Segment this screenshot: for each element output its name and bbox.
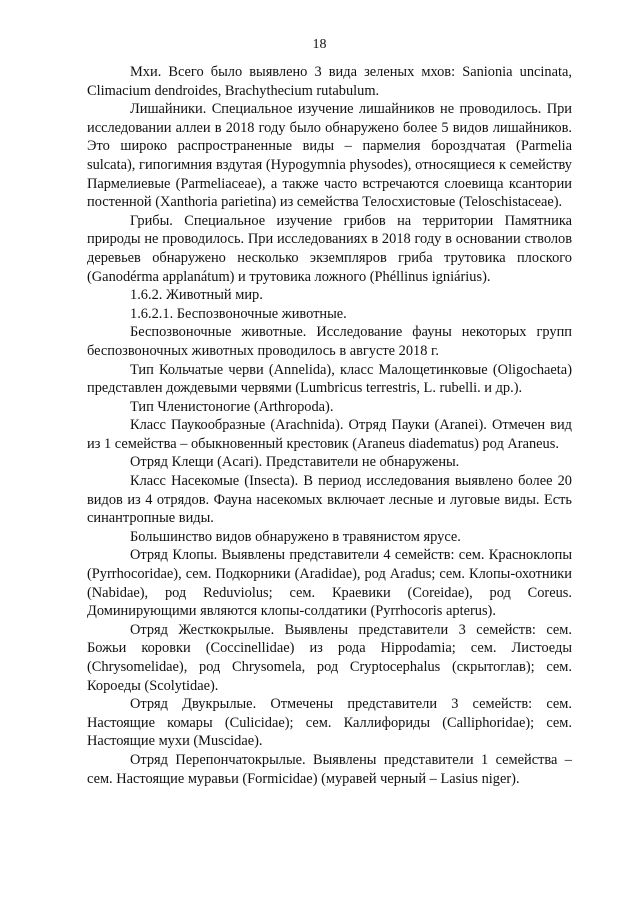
paragraph-hymenoptera: Отряд Перепончатокрылые. Выявлены представители 1 семейства – сем. Настоящие муравьи (Formicidae) (муравей черный – Lasius niger). <box>87 751 572 787</box>
paragraph-invertebrates: Беспозвоночные животные. Исследование фауны некоторых групп беспозвоночных животных проводилось в августе 2018 г. <box>87 324 572 359</box>
paragraph-diptera: Отряд Двукрылые. Отмечены представители 3 семейств: сем. Настоящие комары (Culicidae); сем. Каллифориды (Calliphoridae); сем. Настоящие мухи (Muscidae). <box>87 696 572 750</box>
paragraph-insecta: Класс Насекомые (Insecta). В период исследования выявлено более 20 видов из 4 отрядов. Фауна насекомых включает лесные и луговые виды. Есть синантропные виды. <box>87 473 572 527</box>
paragraph-arachnida: Класс Паукообразные (Arachnida). Отряд Пауки (Aranei). Отмечен вид из 1 семейства – обыкновенный крестовик (Araneus diadematus) род Araneus. <box>87 417 572 452</box>
paragraph-hemiptera: Отряд Клопы. Выявлены представители 4 семейств: сем. Красноклопы (Pyrrhocoridae), сем. Подкорники (Aradidae), род Aradus; сем. Клопы-охотники (Nabidae), род Reduviolus; сем. Краевики (Coreidae), род Coreus. Доминирующими являются клопы-солдатики (Pyrrhocoris apterus). <box>87 547 572 620</box>
paragraph-acari: Отряд Клещи (Acari). Представители не обнаружены. <box>130 454 460 471</box>
document-body <box>87 63 572 788</box>
paragraph-arthropoda: Тип Членистоногие (Arthropoda). <box>130 398 334 415</box>
paragraph-fungi: Грибы. Специальное изучение грибов на территории Памятника природы не проводилось. При исследованиях в 2018 году в основании стволов деревьев обнаружено несколько экземпляров гриба трутовика плоского (Ganodérma applanátum) и трутовика ложного (Phéllinus igniárius). <box>87 212 572 285</box>
paragraph-annelida: Тип Кольчатые черви (Annelida), класс Малощетинковые (Oligochaeta) представлен дождевыми червями (Lumbricus terrestris, L. rubelli. и др.). <box>87 361 572 397</box>
paragraph-grass-layer: Большинство видов обнаружено в травянистом ярусе. <box>130 528 461 545</box>
subsection-heading-invertebrates: 1.6.2.1. Беспозвоночные животные. <box>130 305 347 322</box>
paragraph-coleoptera: Отряд Жесткокрылые. Выявлены представители 3 семейств: сем. Божьи коровки (Coccinellidae) из рода Hippodamia; сем. Листоеды (Chrysomelidae), род Chrysomela, род Cryptocephalus (скрытоглав); сем. Короеды (Scolytidae). <box>87 621 572 694</box>
page-number: 18 <box>312 37 327 52</box>
paragraph-mosses: Мхи. Всего было выявлено 3 вида зеленых мхов: Sanionia uncinata, Climacium dendroides, Brachythecium rutabulum. <box>87 64 572 99</box>
section-heading-fauna: 1.6.2. Животный мир. <box>130 287 263 304</box>
paragraph-lichens: Лишайники. Специальное изучение лишайников не проводилось. При исследовании аллеи в 2018 году было обнаружено более 5 видов лишайников. Это широко распространенные виды – пармелия бороздчатая (Parmelia sulcata), гипогимния вздутая (Hypogymnia physodes), относящиеся к семейству Пармелиевые (Parmeliaceae), а также часто встречаются слоевища ксантории постенной (Xanthoria parietina) из семейства Телосхистовые (Teloschistaceae). <box>87 101 572 211</box>
